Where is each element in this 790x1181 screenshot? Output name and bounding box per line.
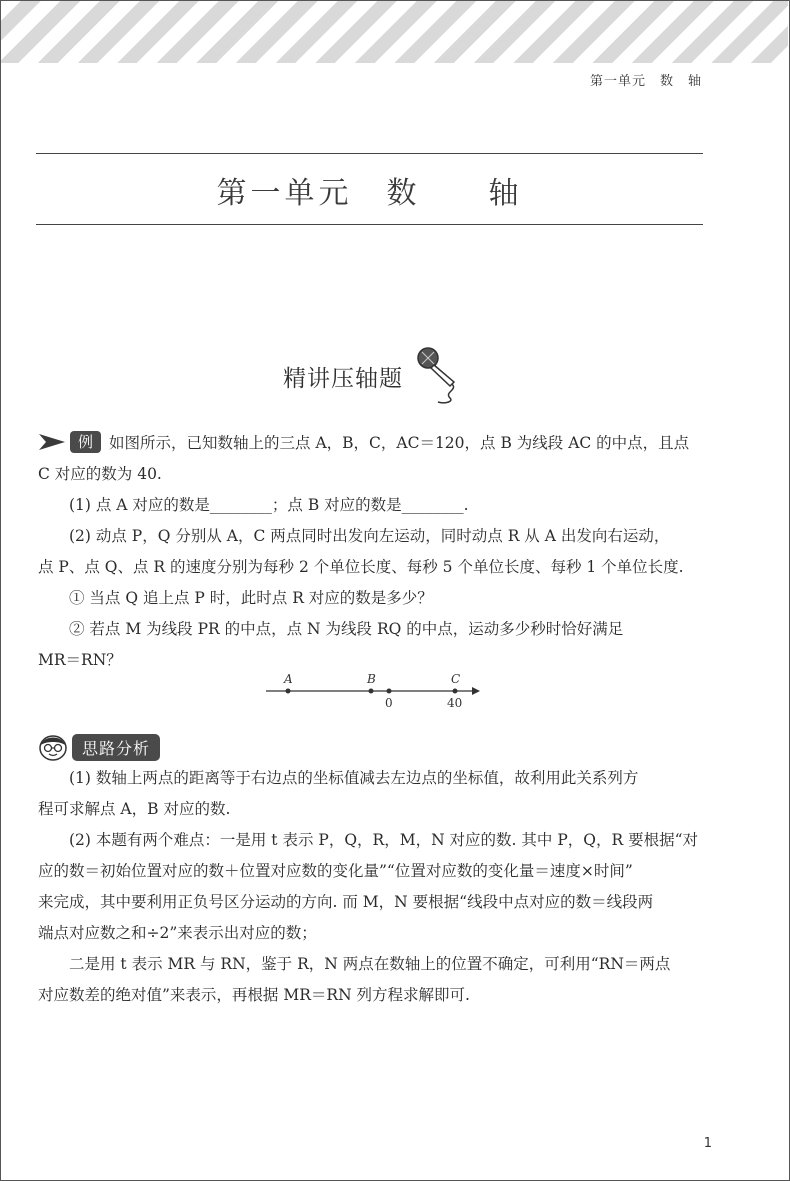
- label-b: B: [367, 672, 376, 686]
- page-number: 1: [703, 1136, 712, 1151]
- label-a: A: [284, 672, 293, 686]
- point-c: [453, 689, 458, 694]
- tick-label-zero: 0: [385, 696, 393, 710]
- analysis-p1-line-1: (1) 数轴上两点的距离等于右边点的坐标值减去左边点的坐标值，故利用此关系列方: [69, 769, 639, 787]
- analysis-p2-line-3: 来完成，其中要利用正负号区分运动的方向. 而 M，N 要根据“线段中点对应的数＝线段两: [38, 893, 654, 911]
- point-origin: [387, 689, 392, 694]
- example-badge: 例: [70, 431, 101, 453]
- question-2-part-i: ① 当点 Q 追上点 P 时，此时点 R 对应的数是多少？: [69, 589, 433, 607]
- number-line-figure: [264, 668, 484, 712]
- section-title: 精讲压轴题: [283, 366, 403, 392]
- question-2-part-ii-line-1: ② 若点 M 为线段 PR 的中点，点 N 为线段 RQ 的中点，运动多少秒时恰好满足: [69, 620, 624, 638]
- example-intro: [38, 428, 710, 459]
- tick-label-forty: 40: [447, 696, 463, 710]
- analysis-p1-line-2: 程可求解点 A，B 对应的数.: [38, 800, 231, 818]
- running-head: 第一单元 数 轴: [589, 74, 702, 89]
- point-a: [286, 689, 291, 694]
- header-stripe-band: [1, 1, 788, 63]
- analysis-p2-line-2: 应的数＝初始位置对应的数＋位置对应数的变化量”“位置对应数的变化量＝速度×时间”: [38, 862, 633, 880]
- point-b: [369, 689, 374, 694]
- example-intro-line-1: 如图所示，已知数轴上的三点 A，B，C，AC＝120，点 B 为线段 AC 的中点，且点: [109, 434, 690, 452]
- question-2-line-2: 点 P、点 Q、点 R 的速度分别为每秒 2 个单位长度、每秒 5 个单位长度、每秒 1 个单位长度.: [38, 558, 684, 576]
- question-1: (1) 点 A 对应的数是________；点 B 对应的数是________.: [69, 496, 469, 514]
- analysis-p2-line-4: 端点对应数之和÷2”来表示出对应的数；: [38, 924, 317, 942]
- number-line-arrow: [472, 687, 480, 695]
- analysis-p3-line-1: 二是用 t 表示 MR 与 RN，鉴于 R，N 两点在数轴上的位置不确定，可利用“RN＝两点: [69, 955, 671, 973]
- analysis-p2-line-1: (2) 本题有两个难点：一是用 t 表示 P，Q，R，M，N 对应的数. 其中 P，Q，R 要根据“对: [69, 831, 699, 849]
- chapter-title: 第一单元 数 轴: [216, 176, 523, 211]
- example-block: [38, 428, 710, 676]
- question-2-part-ii-line-2: MR＝RN？: [38, 651, 122, 669]
- arrow-icon: [38, 432, 66, 452]
- analysis-p3-line-2: 对应数差的绝对值”来表示，再根据 MR＝RN 列方程求解即可.: [38, 986, 470, 1004]
- student-face-icon: [38, 733, 68, 761]
- analysis-block: [38, 763, 710, 1011]
- question-2-line-1: (2) 动点 P，Q 分别从 A，C 两点同时出发向左运动，同时动点 R 从 A 出发向右运动，: [69, 527, 670, 545]
- label-c: C: [451, 672, 461, 686]
- analysis-header: [38, 732, 160, 762]
- title-bottom-rule: [36, 224, 703, 225]
- example-intro-line-2: C 对应的数为 40.: [38, 465, 162, 483]
- microphone-icon: [414, 344, 466, 406]
- title-top-rule: [36, 153, 703, 154]
- analysis-label: 思路分析: [72, 734, 160, 761]
